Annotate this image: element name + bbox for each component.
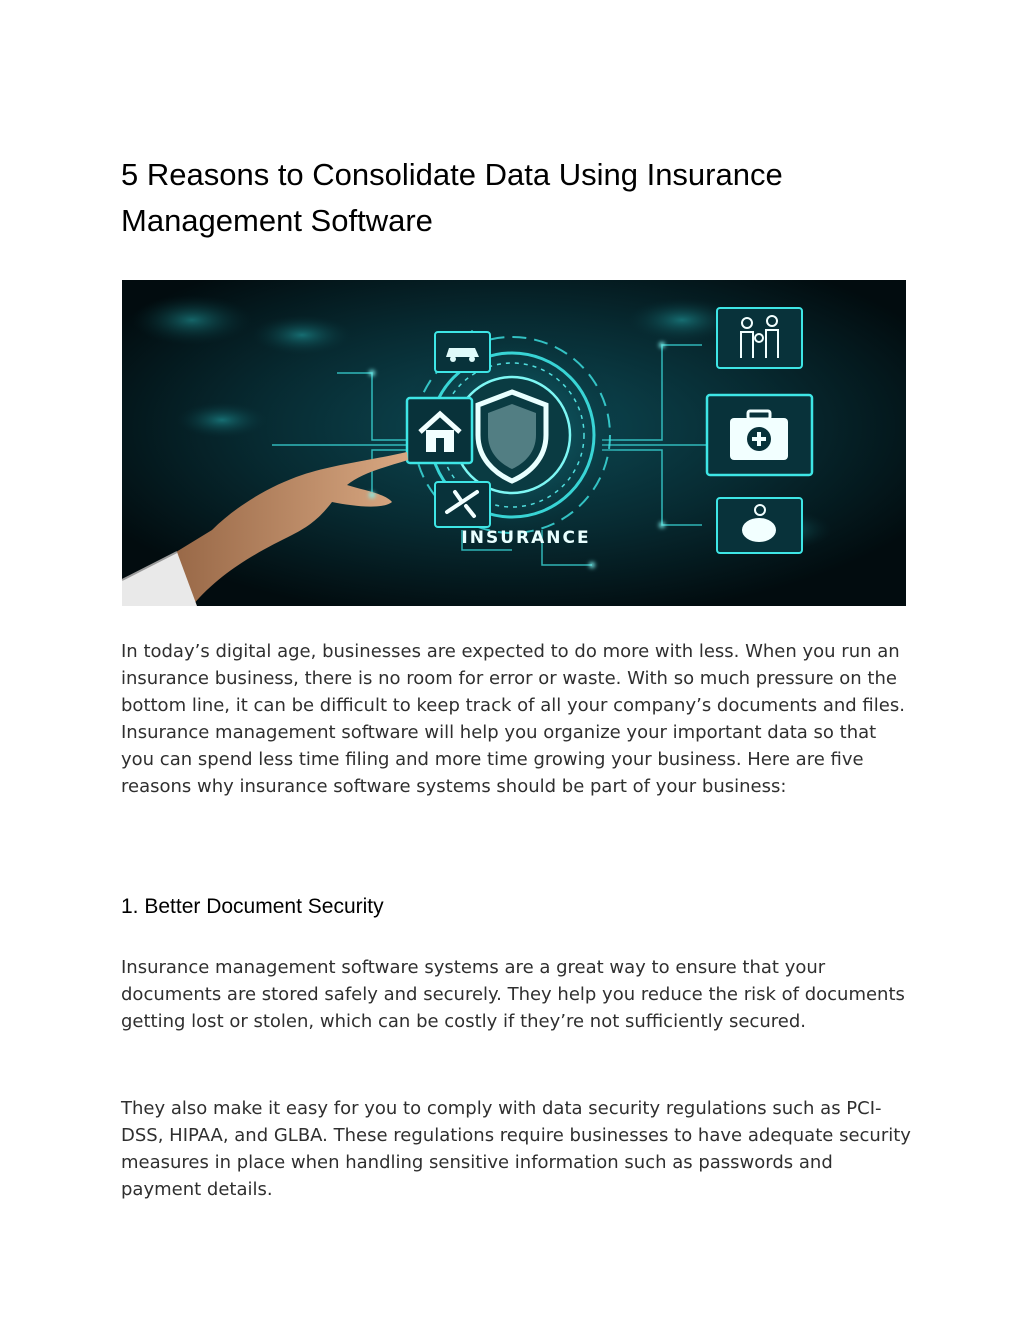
car-icon (435, 332, 490, 372)
section-paragraph: They also make it easy for you to comply with data security regulations such as PCI-DSS, HIPAA, and GLBA. These regulations require businesses to have adequate security measures in place when handling sensitive information such as passwords and payment details. (121, 1098, 911, 1200)
section-heading: 1. Better Document Security (121, 895, 384, 918)
medical-case-icon (707, 395, 812, 475)
hero-image (122, 280, 906, 606)
hero-overlay-text: INSURANCE (461, 528, 591, 548)
piggy-bank-icon (717, 498, 802, 553)
airplane-icon (435, 482, 490, 527)
page-title: 5 Reasons to Consolidate Data Using Insurance Management Software (121, 157, 783, 238)
intro-paragraph: In today’s digital age, businesses are expected to do more with less. When you run an insurance business, there is no room for error or waste. With so much pressure on the bottom line, it can be difficult to keep track of all your company’s documents and files. Insurance management software will help you organize your important data so that you can spend less time filing and more time growing your business. Here are five reasons why insurance software systems should be part of your business: (121, 641, 905, 797)
family-icon (717, 308, 802, 368)
section-paragraph: Insurance management software systems are a great way to ensure that your documents are stored safely and securely. They help you reduce the risk of documents getting lost or stolen, which can be costly if they’re not sufficiently secured. (121, 957, 905, 1032)
house-icon (407, 398, 472, 463)
